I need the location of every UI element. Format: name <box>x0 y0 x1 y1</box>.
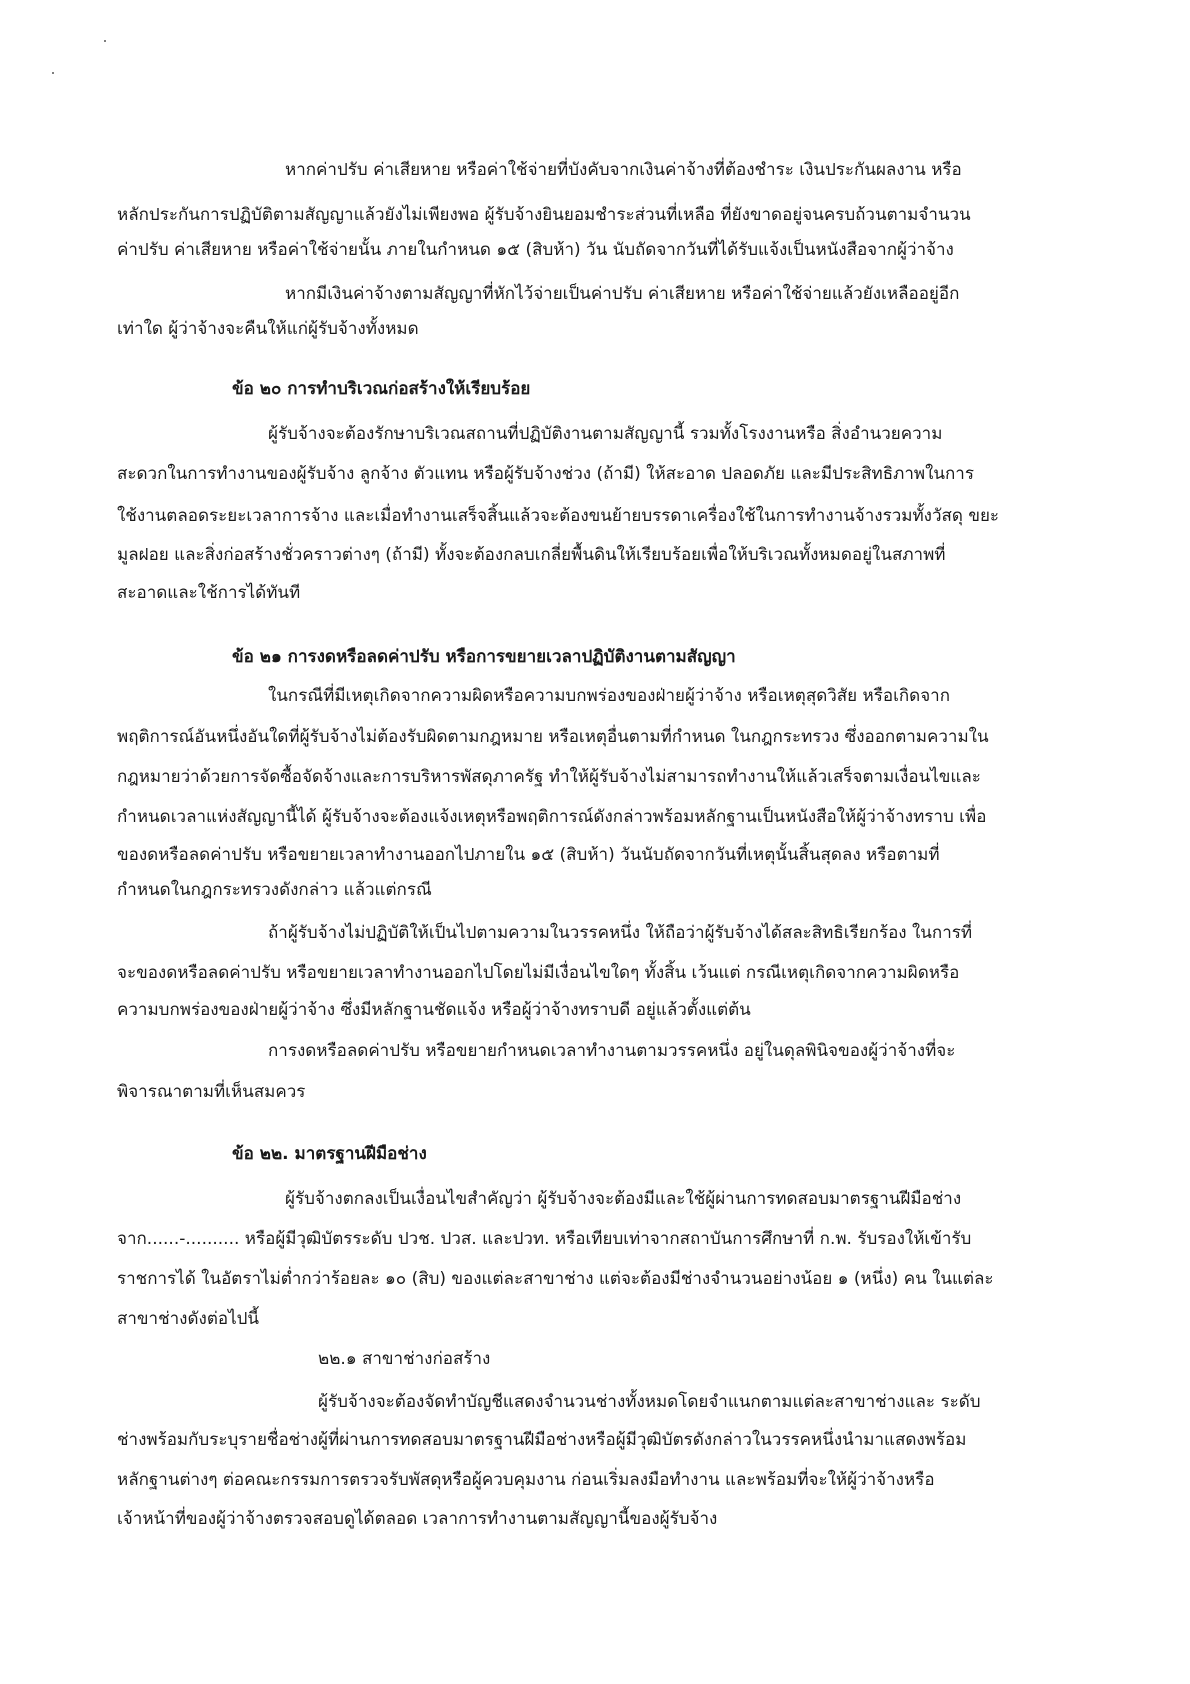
text-line: ในกรณีที่มีเหตุเกิดจากความผิดหรือความบกพร่องของฝ่ายผู้ว่าจ้าง หรือเหตุสุดวิสัย หรือเกิดจาก <box>268 686 951 706</box>
section-heading: ข้อ ๒๐ การทำบริเวณก่อสร้างให้เรียบร้อย <box>232 379 531 399</box>
text-line: ถ้าผู้รับจ้างไม่ปฏิบัติให้เป็นไปตามความในวรรคหนึ่ง ให้ถือว่าผู้รับจ้างได้สละสิทธิเรียกร้อง ในการที่ <box>268 923 973 943</box>
text-line: มูลฝอย และสิ่งก่อสร้างชั่วคราวต่างๆ (ถ้ามี) ทั้งจะต้องกลบเกลี่ยพื้นดินให้เรียบร้อยเพื่อให้บริเวณทั้งหมดอยู่ในสภาพที่ <box>117 545 946 565</box>
text-line: ใช้งานตลอดระยะเวลาการจ้าง และเมื่อทำงานเสร็จสิ้นแล้วจะต้องขนย้ายบรรดาเครื่องใช้ในการทำงานจ้างรวมทั้งวัสดุ ขยะ <box>117 506 1000 526</box>
subsection-heading: ๒๒.๑ สาขาช่างก่อสร้าง <box>318 1349 491 1369</box>
text-line: หลักฐานต่างๆ ต่อคณะกรรมการตรวจรับพัสดุหรือผู้ควบคุมงาน ก่อนเริ่มลงมือทำงาน และพร้อมที่จะให้ผู้ว่าจ้างหรือ <box>117 1470 935 1490</box>
text-line: ราชการได้ ในอัตราไม่ต่ำกว่าร้อยละ ๑๐ (สิบ) ของแต่ละสาขาช่าง แต่จะต้องมีช่างจำนวนอย่างน้อย ๑ (หนึ่ง) คน ในแต่ละ <box>117 1269 994 1289</box>
text-line: จะของดหรือลดค่าปรับ หรือขยายเวลาทำงานออกไปโดยไม่มีเงื่อนไขใดๆ ทั้งสิ้น เว้นแต่ กรณีเหตุเกิดจากความผิดหรือ <box>117 963 960 983</box>
text-line: กำหนดเวลาแห่งสัญญานี้ได้ ผู้รับจ้างจะต้องแจ้งเหตุหรือพฤติการณ์ดังกล่าวพร้อมหลักฐานเป็นหนังสือให้ผู้ว่าจ้างทราบ เพื่อ <box>117 807 987 827</box>
text-line: พฤติการณ์อันหนึ่งอันใดที่ผู้รับจ้างไม่ต้องรับผิดตามกฎหมาย หรือเหตุอื่นตามที่กำหนด ในกฎกระทรวง ซึ่งออกตามความใน <box>117 727 989 747</box>
text-line: สะอาดและใช้การได้ทันที <box>117 583 301 603</box>
section-heading: ข้อ ๒๑ การงดหรือลดค่าปรับ หรือการขยายเวลาปฏิบัติงานตามสัญญา <box>232 647 736 667</box>
text-line: เจ้าหน้าที่ของผู้ว่าจ้างตรวจสอบดูได้ตลอด เวลาการทำงานตามสัญญานี้ของผู้รับจ้าง <box>117 1509 718 1529</box>
text-line: กฎหมายว่าด้วยการจัดซื้อจัดจ้างและการบริหารพัสดุภาครัฐ ทำให้ผู้รับจ้างไม่สามารถทำงานให้แล้วเสร็จตามเงื่อนไขและ <box>117 767 981 787</box>
text-line: การงดหรือลดค่าปรับ หรือขยายกำหนดเวลาทำงานตามวรรคหนึ่ง อยู่ในดุลพินิจของผู้ว่าจ้างที่จะ <box>268 1041 956 1061</box>
text-line: หากค่าปรับ ค่าเสียหาย หรือค่าใช้จ่ายที่บังคับจากเงินค่าจ้างที่ต้องชำระ เงินประกันผลงาน หรือ <box>285 160 962 180</box>
text-line: พิจารณาตามที่เห็นสมควร <box>117 1082 306 1102</box>
text-line: หากมีเงินค่าจ้างตามสัญญาที่หักไว้จ่ายเป็นค่าปรับ ค่าเสียหาย หรือค่าใช้จ่ายแล้วยังเหลืออยู่อีก <box>285 284 960 304</box>
section-heading: ข้อ ๒๒. มาตรฐานฝีมือช่าง <box>232 1144 427 1164</box>
text-line: สะดวกในการทำงานของผู้รับจ้าง ลูกจ้าง ตัวแทน หรือผู้รับจ้างช่วง (ถ้ามี) ให้สะอาด ปลอดภัย และมีประสิทธิภาพในการ <box>117 464 974 484</box>
text-line: ช่างพร้อมกับระบุรายชื่อช่างผู้ที่ผ่านการทดสอบมาตรฐานฝีมือช่างหรือผู้มีวุฒิบัตรดังกล่าวในวรรคหนึ่งนำมาแสดงพร้อม <box>117 1430 967 1450</box>
text-line: ผู้รับจ้างจะต้องจัดทำบัญชีแสดงจำนวนช่างทั้งหมดโดยจำแนกตามแต่ละสาขาช่างและ ระดับ <box>318 1392 981 1412</box>
scan-speck <box>104 40 106 42</box>
text-line: ค่าปรับ ค่าเสียหาย หรือค่าใช้จ่ายนั้น ภายในกำหนด ๑๕ (สิบห้า) วัน นับถัดจากวันที่ได้รับแจ้งเป็นหนังสือจากผู้ว่าจ้าง <box>117 240 954 260</box>
text-line: เท่าใด ผู้ว่าจ้างจะคืนให้แก่ผู้รับจ้างทั้งหมด <box>117 319 419 339</box>
text-line: กำหนดในกฎกระทรวงดังกล่าว แล้วแต่กรณี <box>117 880 432 900</box>
text-line: ผู้รับจ้างจะต้องรักษาบริเวณสถานที่ปฏิบัติงานตามสัญญานี้ รวมทั้งโรงงานหรือ สิ่งอำนวยความ <box>268 424 943 444</box>
text-line: สาขาช่างดังต่อไปนี้ <box>117 1309 260 1329</box>
text-line: จาก......-.......... หรือผู้มีวุฒิบัตรระดับ ปวช. ปวส. และปวท. หรือเทียบเท่าจากสถาบันการศึกษาที่ ก.พ. รับรองให้เข้ารับ <box>117 1229 972 1249</box>
text-line: ความบกพร่องของฝ่ายผู้ว่าจ้าง ซึ่งมีหลักฐานชัดแจ้ง หรือผู้ว่าจ้างทราบดี อยู่แล้วตั้งแต่ต้น <box>117 1000 751 1020</box>
text-line: ของดหรือลดค่าปรับ หรือขยายเวลาทำงานออกไปภายใน ๑๕ (สิบห้า) วันนับถัดจากวันที่เหตุนั้นสิ้นสุดลง หรือตามที่ <box>117 845 940 865</box>
text-line: หลักประกันการปฏิบัติตามสัญญาแล้วยังไม่เพียงพอ ผู้รับจ้างยินยอมชำระส่วนที่เหลือ ที่ยังขาดอยู่จนครบถ้วนตามจำนวน <box>117 205 971 225</box>
text-line: ผู้รับจ้างตกลงเป็นเงื่อนไขสำคัญว่า ผู้รับจ้างจะต้องมีและใช้ผู้ผ่านการทดสอบมาตรฐานฝีมือช่าง <box>285 1189 962 1209</box>
scan-speck <box>52 72 54 74</box>
